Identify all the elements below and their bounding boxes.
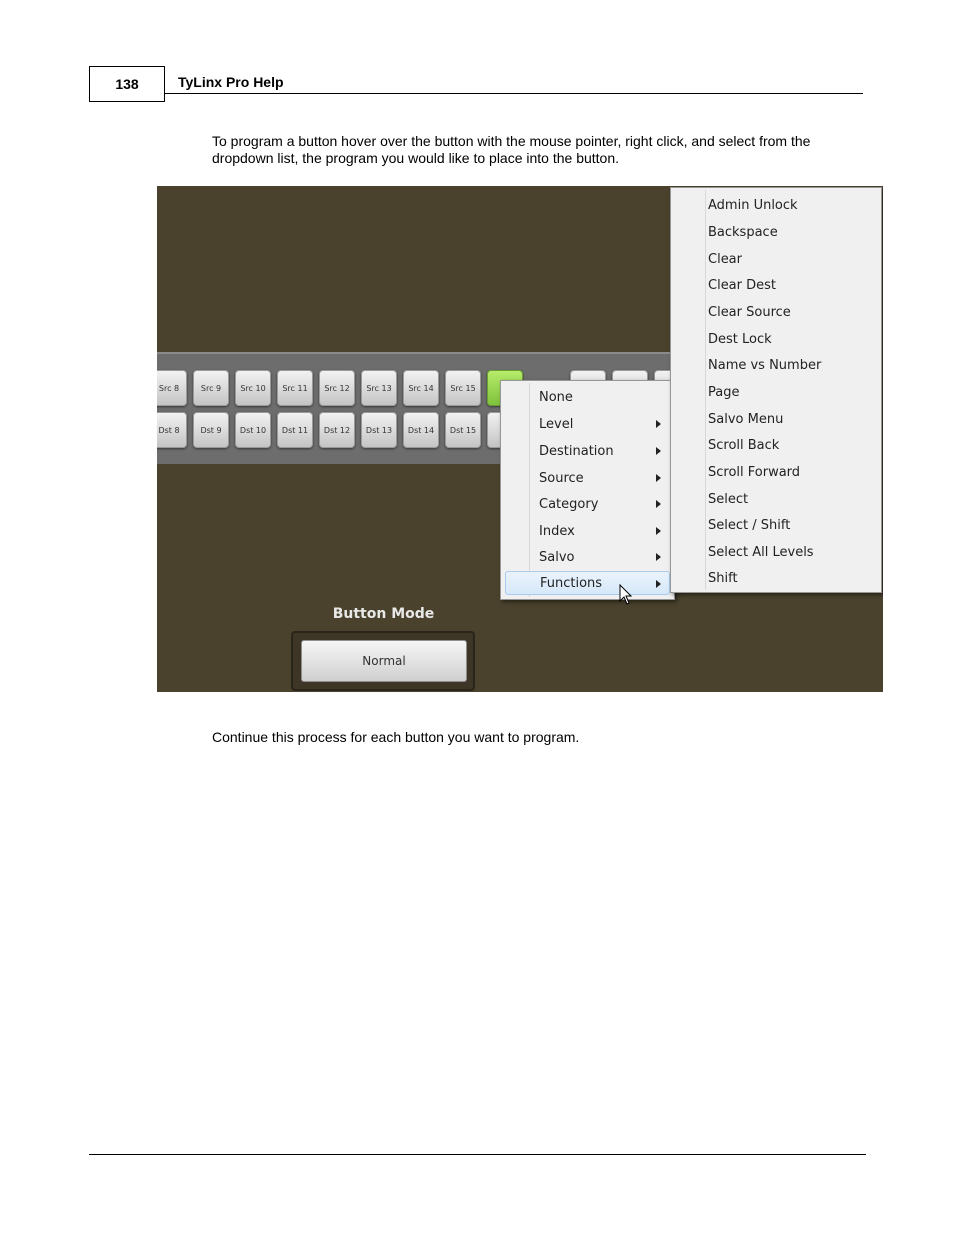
menu-item-label: Source xyxy=(539,470,584,486)
source-button[interactable]: Src 15 xyxy=(445,370,481,406)
submenu-arrow-icon xyxy=(656,527,661,535)
menu-item-label: None xyxy=(539,389,573,405)
dest-button[interactable]: Dst 8 xyxy=(157,412,187,448)
intro-paragraph: To program a button hover over the button with the mouse pointer, right click, and select from the dropdown list, the program you would like to place into the button. xyxy=(212,133,811,166)
dest-button[interactable]: Dst 14 xyxy=(403,412,439,448)
submenu-item[interactable]: Select / Shift xyxy=(708,517,791,533)
source-button-row xyxy=(157,370,523,406)
menu-gutter xyxy=(529,383,530,597)
menu-item-label: Salvo xyxy=(539,549,575,565)
button-mode-frame xyxy=(291,631,475,691)
menu-item-source[interactable] xyxy=(539,466,669,490)
menu-item-label: Destination xyxy=(539,443,614,459)
menu-item-none[interactable] xyxy=(539,385,669,409)
dest-button[interactable]: Dst 9 xyxy=(193,412,229,448)
submenu-item[interactable]: Scroll Forward xyxy=(708,464,801,480)
functions-submenu xyxy=(670,187,882,593)
screenshot-figure xyxy=(157,186,883,692)
submenu-item[interactable]: Dest Lock xyxy=(708,331,772,347)
menu-item-index[interactable] xyxy=(539,519,669,543)
submenu-arrow-icon xyxy=(656,553,661,561)
dest-button[interactable]: Dst 15 xyxy=(445,412,481,448)
source-button[interactable]: Src 12 xyxy=(319,370,355,406)
page-number: 138 xyxy=(89,66,165,102)
mouse-pointer-icon xyxy=(619,584,633,606)
dest-button-row xyxy=(157,412,523,448)
footer-rule xyxy=(89,1154,866,1155)
source-button[interactable]: Src 10 xyxy=(235,370,271,406)
context-menu xyxy=(500,380,675,600)
outro-paragraph: Continue this process for each button you want to program. xyxy=(212,729,580,745)
button-mode-selector[interactable]: Normal xyxy=(301,640,467,682)
submenu-item[interactable]: Clear Dest xyxy=(708,277,777,293)
source-button[interactable]: Src 9 xyxy=(193,370,229,406)
menu-item-label: Functions xyxy=(540,575,603,591)
source-button[interactable]: Src 8 xyxy=(157,370,187,406)
submenu-item[interactable]: Clear xyxy=(708,251,742,267)
dest-button[interactable]: Dst 11 xyxy=(277,412,313,448)
button-mode-label: Button Mode xyxy=(332,606,435,622)
submenu-arrow-icon xyxy=(656,447,661,455)
submenu-item[interactable]: Shift xyxy=(708,570,738,586)
menu-gutter xyxy=(705,190,706,590)
menu-item-level[interactable] xyxy=(539,412,669,436)
dest-button[interactable]: Dst 10 xyxy=(235,412,271,448)
dest-button[interactable]: Dst 13 xyxy=(361,412,397,448)
submenu-arrow-icon xyxy=(656,500,661,508)
source-button[interactable]: Src 11 xyxy=(277,370,313,406)
submenu-item[interactable]: Admin Unlock xyxy=(708,197,798,213)
menu-item-category[interactable] xyxy=(539,492,669,516)
submenu-item[interactable]: Page xyxy=(708,384,740,400)
submenu-item[interactable]: Select xyxy=(708,491,749,507)
header-title: TyLinx Pro Help xyxy=(178,74,284,90)
menu-item-label: Index xyxy=(539,523,575,539)
menu-item-functions[interactable] xyxy=(505,571,670,595)
source-button[interactable]: Src 13 xyxy=(361,370,397,406)
menu-item-destination[interactable] xyxy=(539,439,669,463)
menu-item-salvo[interactable] xyxy=(539,545,669,569)
submenu-item[interactable]: Clear Source xyxy=(708,304,791,320)
dest-button[interactable]: Dst 12 xyxy=(319,412,355,448)
submenu-item[interactable]: Salvo Menu xyxy=(708,411,784,427)
header-rule xyxy=(165,93,863,94)
submenu-item[interactable]: Backspace xyxy=(708,224,778,240)
menu-item-label: Category xyxy=(539,496,599,512)
source-button[interactable]: Src 14 xyxy=(403,370,439,406)
submenu-arrow-icon xyxy=(656,420,661,428)
submenu-item[interactable]: Select All Levels xyxy=(708,544,814,560)
submenu-item[interactable]: Scroll Back xyxy=(708,437,780,453)
submenu-arrow-icon xyxy=(656,580,661,588)
menu-item-label: Level xyxy=(539,416,574,432)
submenu-arrow-icon xyxy=(656,474,661,482)
submenu-item[interactable]: Name vs Number xyxy=(708,357,822,373)
